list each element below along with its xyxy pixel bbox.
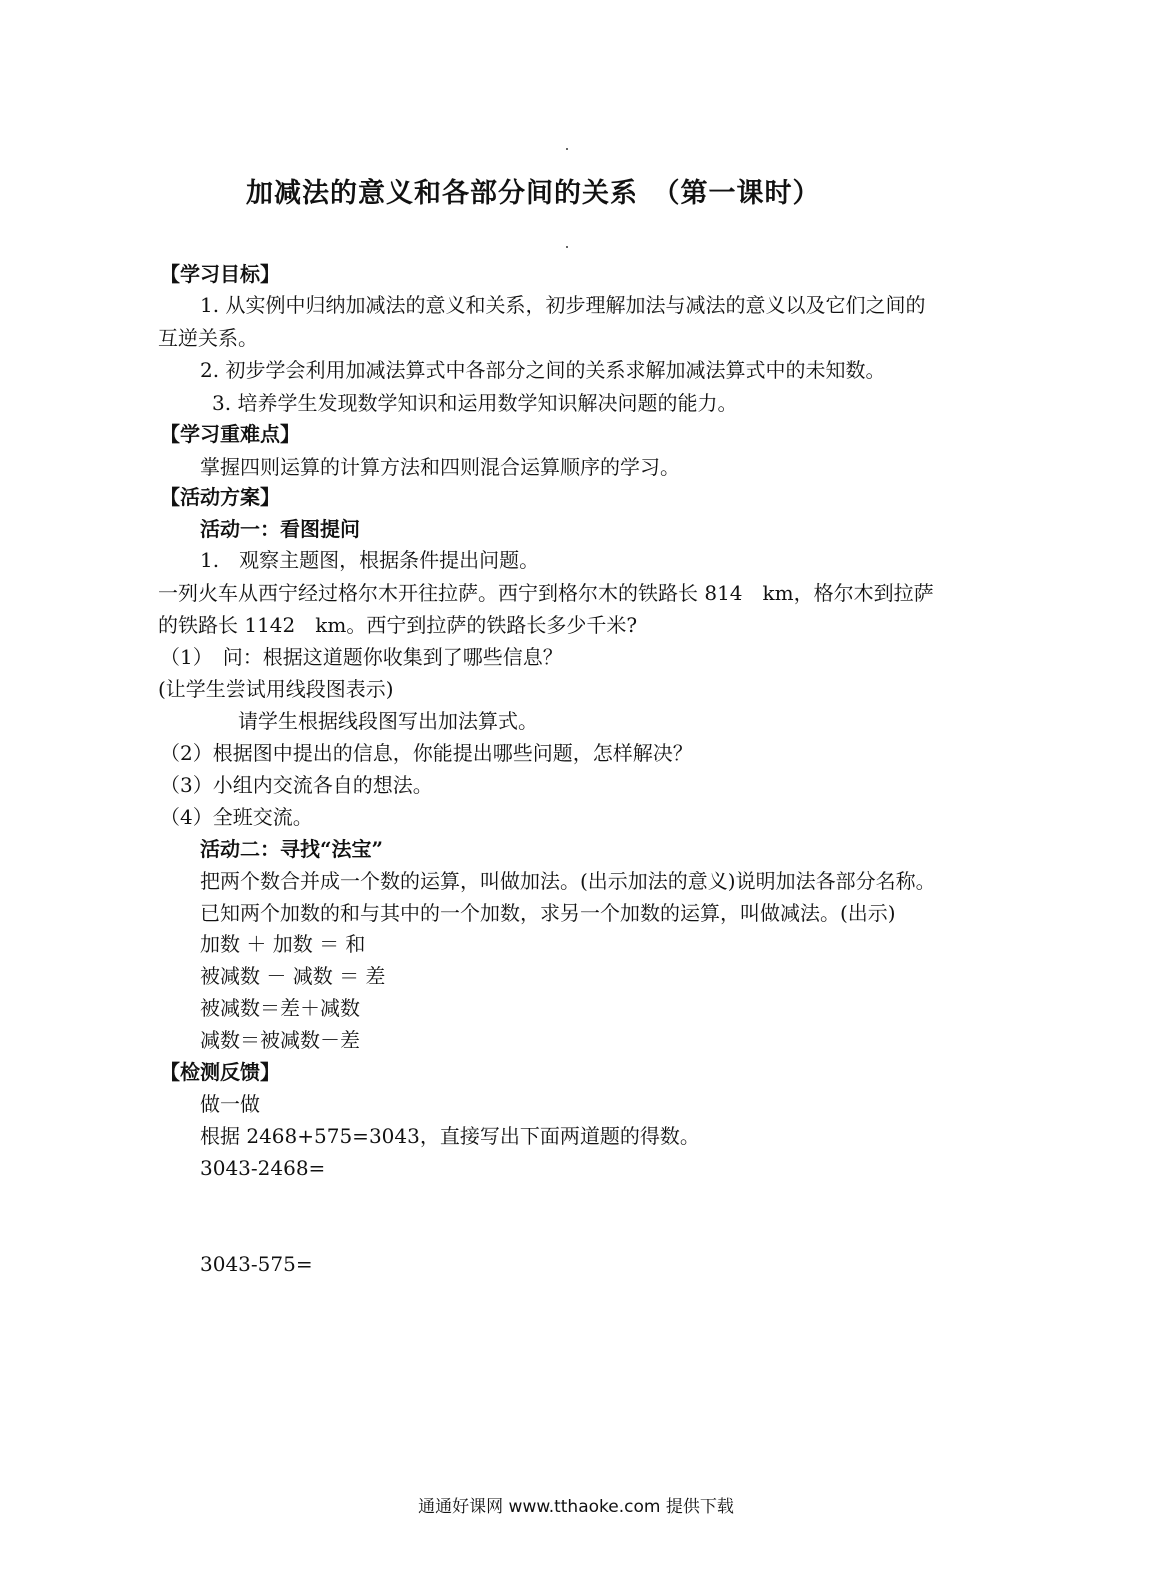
formula-addition: 加数 ＋ 加数 ＝ 和 xyxy=(200,932,366,956)
scan-mark xyxy=(566,148,568,150)
feedback-instruction: 根据 2468+575=3043，直接写出下面两道题的得数。 xyxy=(200,1124,700,1148)
activity-1-step-1: 1. 观察主题图，根据条件提出问题。 xyxy=(200,548,540,572)
objective-item-3: 3. 培养学生发现数学知识和运用数学知识解决问题的能力。 xyxy=(212,391,738,415)
footer-credit: 通通好课网 www.tthaoke.com 提供下载 xyxy=(418,1497,734,1517)
activity-1-question-3: （3）小组内交流各自的想法。 xyxy=(160,773,433,797)
objective-item-1-cont: 互逆关系。 xyxy=(158,326,258,350)
activity-1-problem-cont: 的铁路长 1142 km。西宁到拉萨的铁路长多少千米? xyxy=(158,613,638,637)
activity-1-question-1: （1） 问：根据这道题你收集到了哪些信息？ xyxy=(160,645,563,669)
keypoints-heading: 【学习重难点】 xyxy=(160,422,300,446)
feedback-heading: 【检测反馈】 xyxy=(160,1060,280,1084)
objectives-heading: 【学习目标】 xyxy=(160,262,280,286)
formula-subtrahend: 减数＝被减数－差 xyxy=(200,1028,360,1052)
formula-minuend: 被减数＝差＋减数 xyxy=(200,996,360,1020)
scan-mark xyxy=(566,246,568,248)
activity-1-title: 活动一：看图提问 xyxy=(200,517,360,541)
activity-1-question-4: （4）全班交流。 xyxy=(160,805,313,829)
formula-subtraction: 被减数 － 减数 ＝ 差 xyxy=(200,964,386,988)
activity-1-question-1-note: (让学生尝试用线段图表示) xyxy=(158,677,394,701)
feedback-label: 做一做 xyxy=(200,1092,260,1116)
activity-2-def-add: 把两个数合并成一个数的运算，叫做加法。(出示加法的意义)说明加法各部分名称。 xyxy=(200,869,936,893)
activity-1-question-1-task: 请学生根据线段图写出加法算式。 xyxy=(238,709,538,733)
activity-2-def-sub: 已知两个加数的和与其中的一个加数，求另一个加数的运算，叫做减法。(出示) xyxy=(200,901,896,925)
keypoints-text: 掌握四则运算的计算方法和四则混合运算顺序的学习。 xyxy=(200,455,680,479)
objective-item-1: 1. 从实例中归纳加减法的意义和关系，初步理解加法与减法的意义以及它们之间的 xyxy=(200,293,926,317)
page-title: 加减法的意义和各部分间的关系 （第一课时） xyxy=(246,178,821,209)
activity-2-title: 活动二：寻找“法宝” xyxy=(200,837,384,861)
exercise-1: 3043-2468= xyxy=(200,1156,326,1180)
activity-1-question-2: （2）根据图中提出的信息，你能提出哪些问题，怎样解决？ xyxy=(160,741,693,765)
objective-item-2: 2. 初步学会利用加减法算式中各部分之间的关系求解加减法算式中的未知数。 xyxy=(200,358,886,382)
activity-1-problem: 一列火车从西宁经过格尔木开往拉萨。西宁到格尔木的铁路长 814 km，格尔木到拉萨 xyxy=(158,581,934,605)
exercise-2: 3043-575= xyxy=(200,1252,313,1276)
activities-heading: 【活动方案】 xyxy=(160,485,280,509)
